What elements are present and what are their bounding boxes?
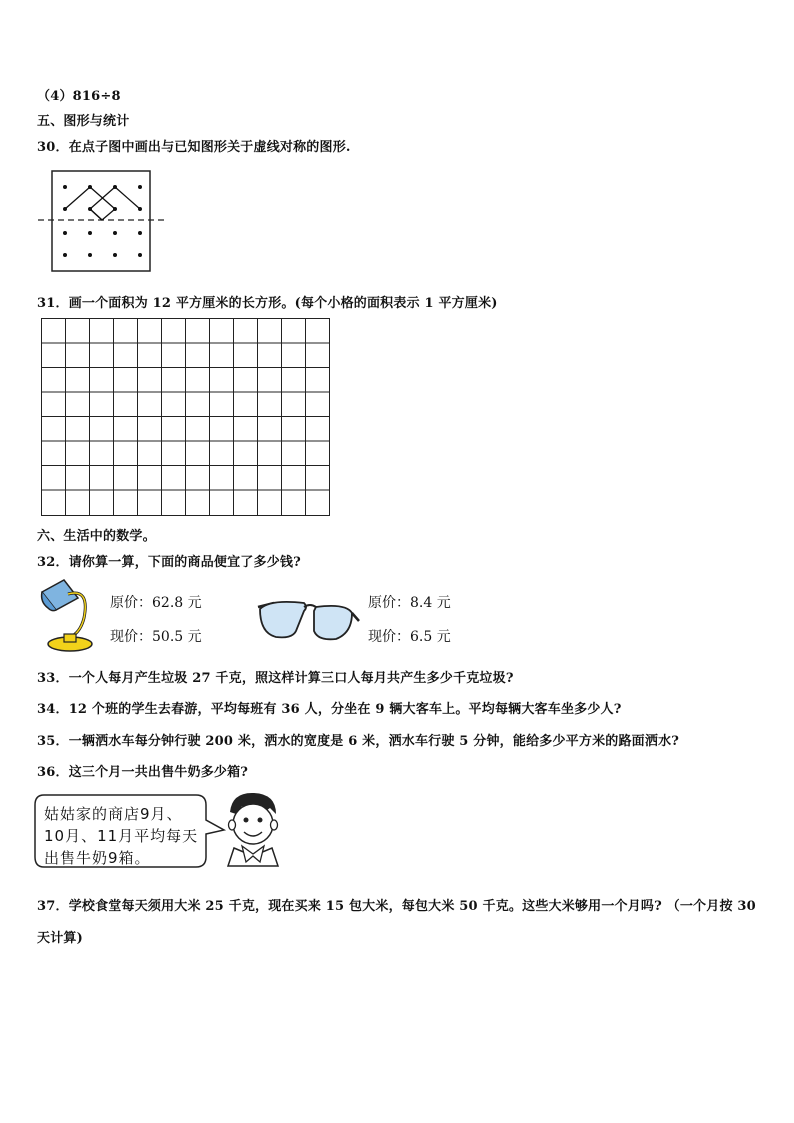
dot-grid-symmetry-figure: [44, 166, 164, 272]
question-37-line-2: 天计算): [37, 931, 83, 946]
glasses-original-price: 原价：8.4 元: [368, 595, 451, 611]
glasses-image: [256, 597, 361, 647]
question-37-line-1: 37．学校食堂每天须用大米 25 千克，现在买来 15 包大米，每包大米 50 千克。这些大米够用一个月吗? （一个月按 30: [37, 899, 756, 914]
lamp-current-price: 现价：50.5 元: [110, 629, 202, 645]
question-35: 35．一辆洒水车每分钟行驶 200 米，洒水的宽度是 6 米，洒水车行驶 5 分钟，能给多少平方米的路面洒水?: [37, 734, 680, 749]
section-6-heading: 六、生活中的数学。: [37, 529, 156, 544]
speech-bubble-text: 姑姑家的商店9月、 10月、11月平均每天 出售牛奶9箱。: [44, 805, 199, 867]
question-33: 33．一个人每月产生垃圾 27 千克，照这样计算三口人每月共产生多少千克垃圾?: [37, 671, 514, 686]
question-30: 30．在点子图中画出与已知图形关于虚线对称的图形.: [37, 140, 351, 155]
question-32: 32．请你算一算，下面的商品便宜了多少钱?: [37, 555, 301, 570]
glasses-current-price: 现价：6.5 元: [368, 629, 451, 645]
square-grid: [41, 318, 331, 516]
lamp-original-price: 原价：62.8 元: [110, 595, 202, 611]
desk-lamp-image: [38, 578, 98, 653]
question-31: 31．画一个面积为 12 平方厘米的长方形。(每个小格的面积表示 1 平方厘米): [37, 296, 498, 311]
boy-image: [224, 790, 282, 868]
question-36: 36．这三个月一共出售牛奶多少箱?: [37, 765, 249, 780]
question-4-816: （4）816÷8: [37, 89, 121, 104]
question-34: 34．12 个班的学生去春游，平均每班有 36 人，分坐在 9 辆大客车上。平均每辆大客车坐多少人?: [37, 702, 622, 717]
section-5-heading: 五、图形与统计: [37, 114, 130, 129]
